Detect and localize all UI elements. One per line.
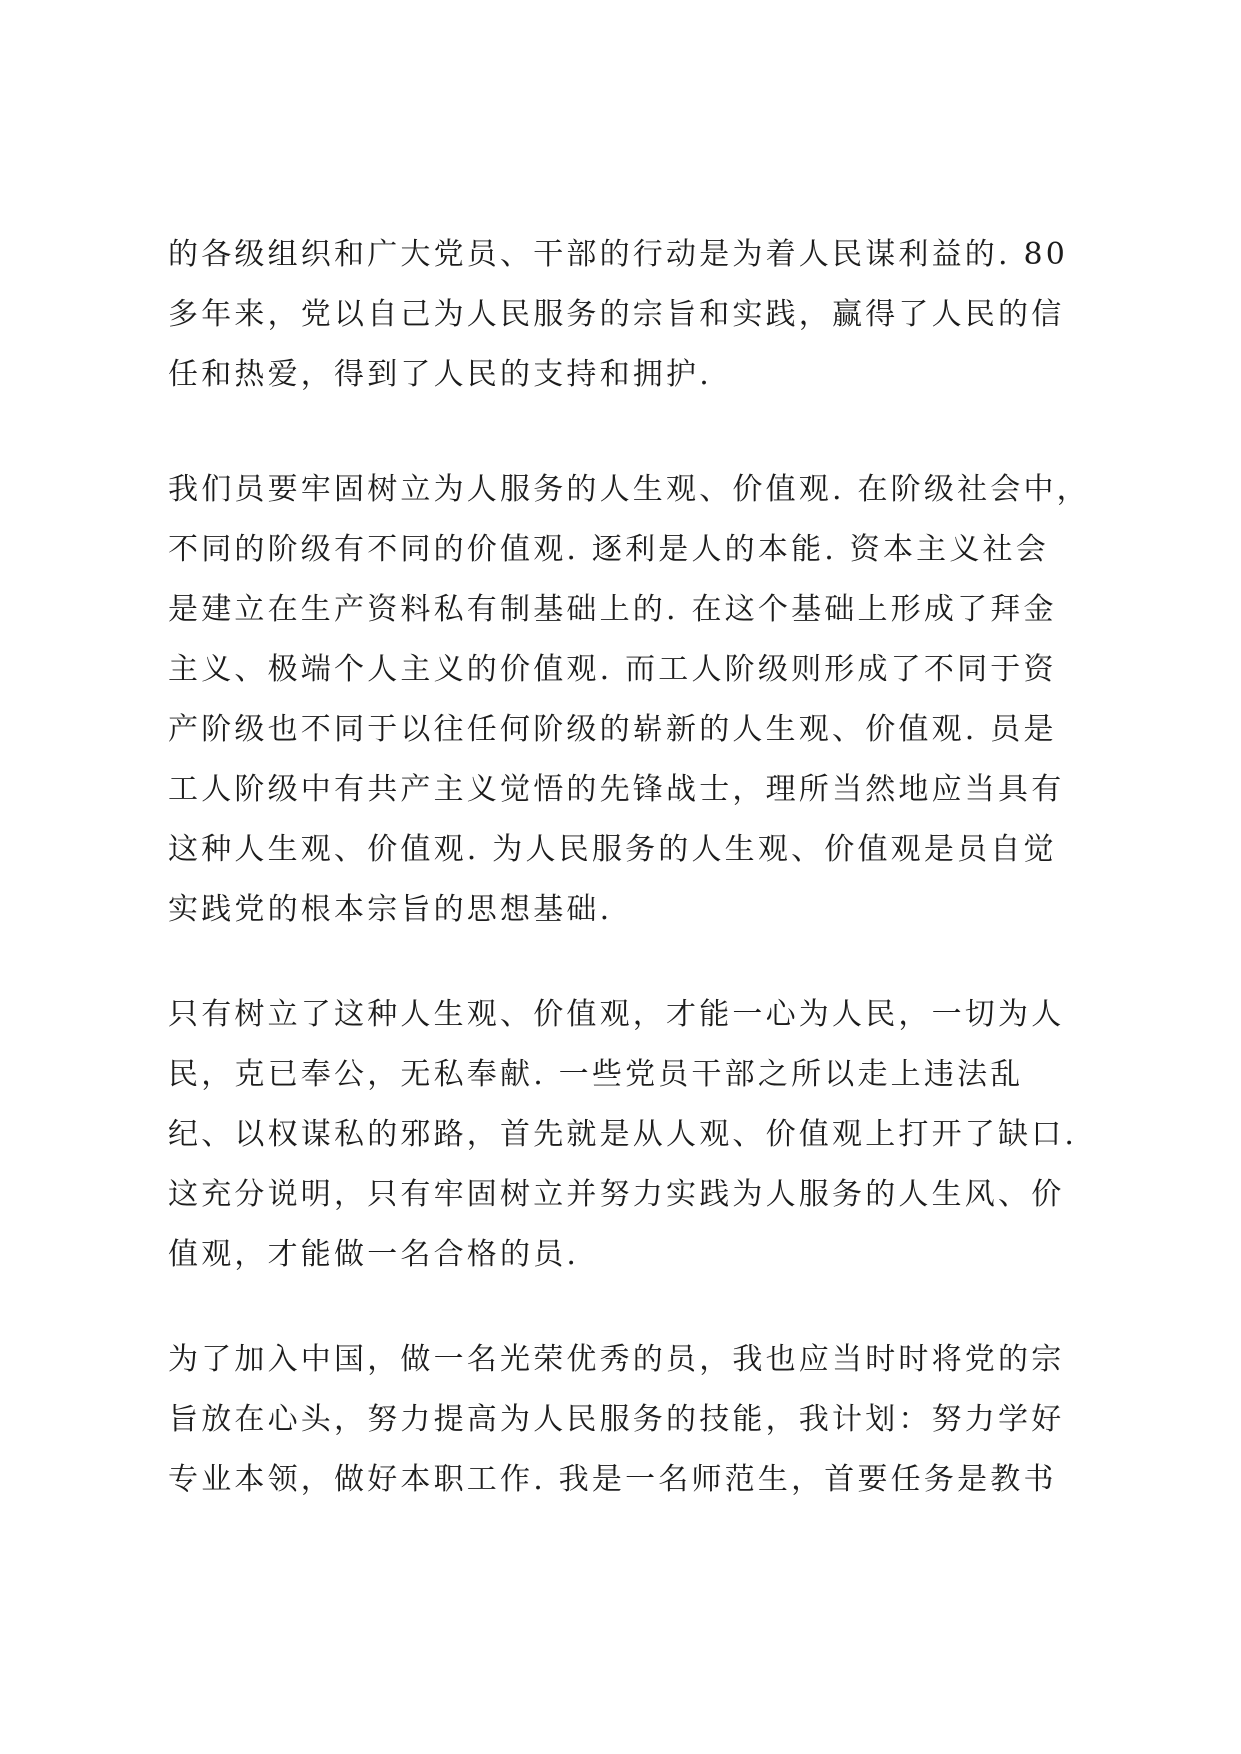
text-line: 任和热爱，得到了人民的支持和拥护. bbox=[168, 357, 712, 392]
text-line: 多年来，党以自己为人民服务的宗旨和实践，赢得了人民的信 bbox=[168, 297, 1065, 332]
text-line: 专业本领，做好本职工作. 我是一名师范生，首要任务是教书 bbox=[168, 1462, 1057, 1497]
text-line: 民，克已奉公，无私奉献. 一些党员干部之所以走上违法乱 bbox=[168, 1057, 1024, 1092]
text-line: 这充分说明，只有牢固树立并努力实践为人服务的人生风、价 bbox=[168, 1177, 1065, 1212]
paragraph-2 bbox=[168, 460, 1088, 940]
text-line: 值观，才能做一名合格的员. bbox=[168, 1237, 580, 1272]
text-line: 我们员要牢固树立为人服务的人生观、价值观. 在阶级社会中， bbox=[168, 472, 1090, 507]
paragraph-4 bbox=[168, 1330, 1088, 1510]
text-line: 实践党的根本宗旨的思想基础. bbox=[168, 892, 613, 927]
text-line: 这种人生观、价值观. 为人民服务的人生观、价值观是员自觉 bbox=[168, 832, 1057, 867]
text-line: 不同的阶级有不同的价值观. 逐利是人的本能. 资本主义社会 bbox=[168, 532, 1049, 567]
text-line: 主义、极端个人主义的价值观. 而工人阶级则形成了不同于资 bbox=[168, 652, 1057, 687]
text-line: 纪、以权谋私的邪路，首先就是从人观、价值观上打开了缺口. bbox=[168, 1117, 1078, 1152]
text-line: 的各级组织和广大党员、干部的行动是为着人民谋利益的. 80 bbox=[168, 237, 1069, 272]
text-line: 工人阶级中有共产主义觉悟的先锋战士，理所当然地应当具有 bbox=[168, 772, 1065, 807]
text-line: 是建立在生产资料私有制基础上的. 在这个基础上形成了拜金 bbox=[168, 592, 1057, 627]
text-line: 旨放在心头，努力提高为人民服务的技能，我计划：努力学好 bbox=[168, 1402, 1065, 1437]
text-line: 产阶级也不同于以往任何阶级的崭新的人生观、价值观. 员是 bbox=[168, 712, 1057, 747]
text-line: 只有树立了这种人生观、价值观，才能一心为人民，一切为人 bbox=[168, 997, 1065, 1032]
paragraph-1 bbox=[168, 225, 1088, 405]
text-line: 为了加入中国，做一名光荣优秀的员，我也应当时时将党的宗 bbox=[168, 1342, 1065, 1377]
paragraph-3 bbox=[168, 985, 1088, 1285]
